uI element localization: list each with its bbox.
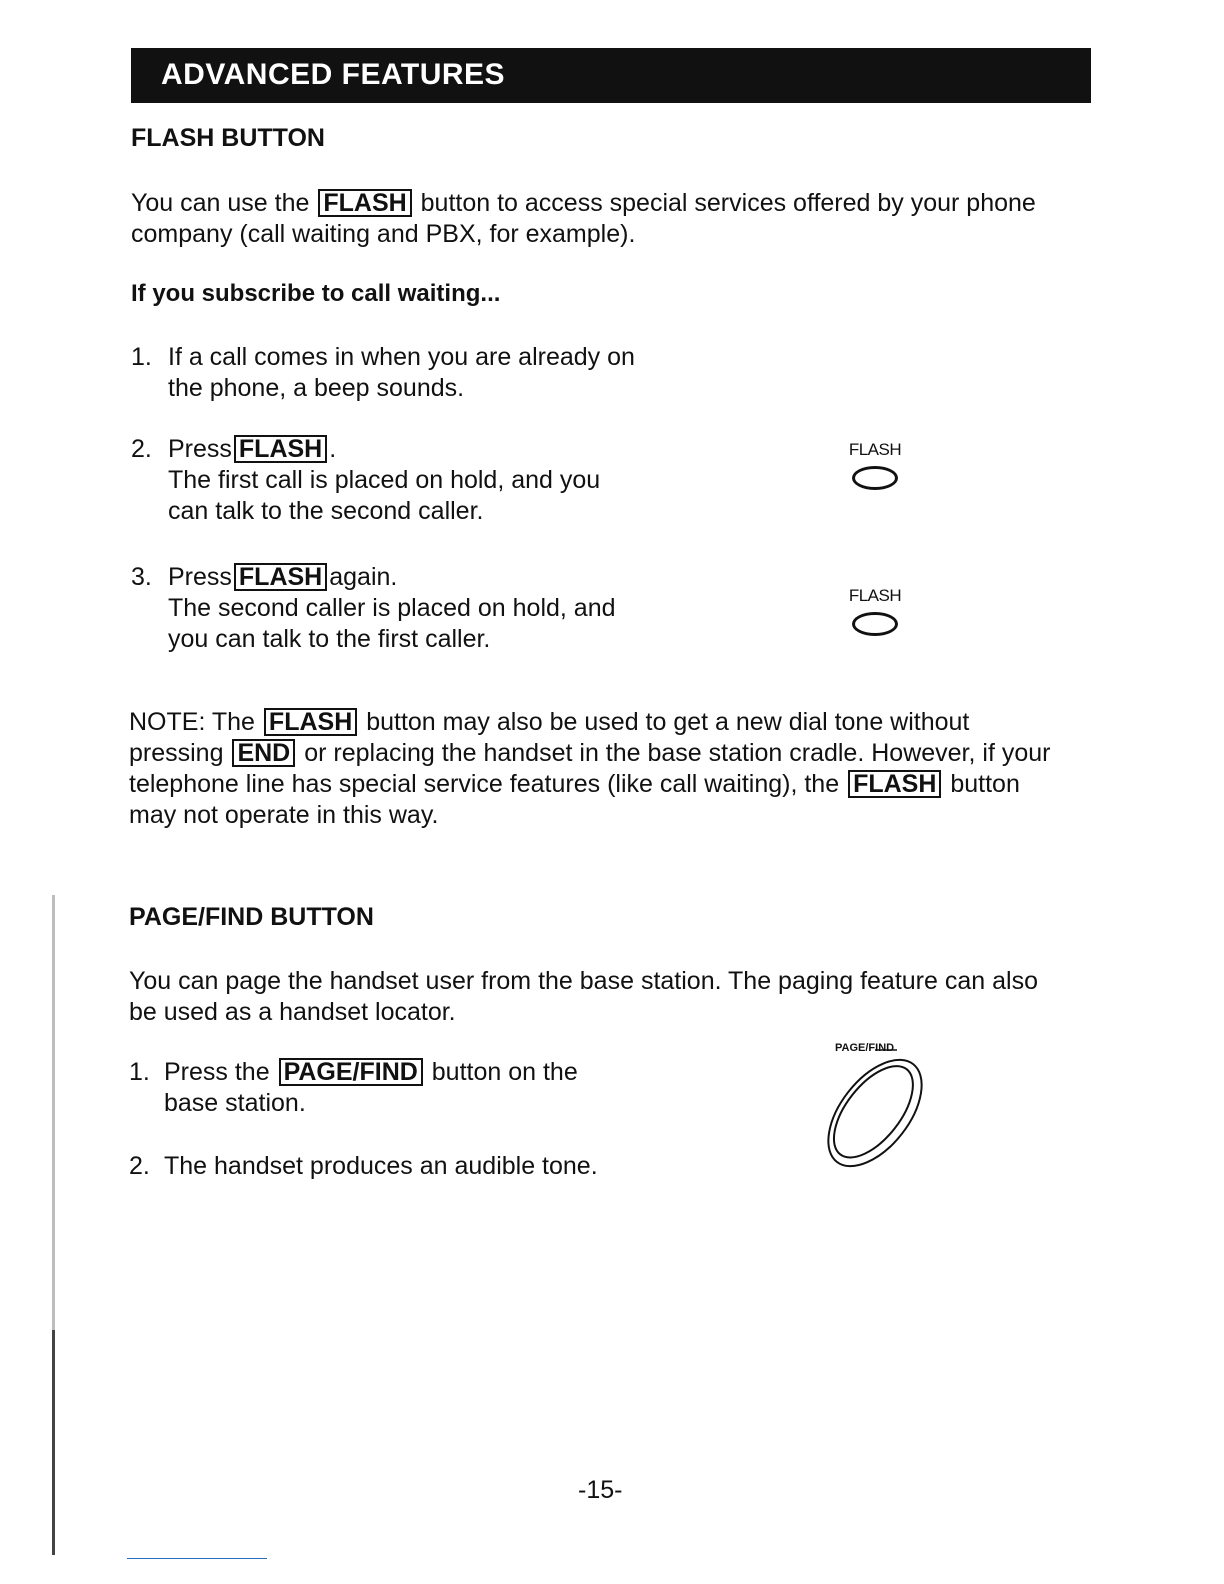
flash-button-figure-2: FLASH [835, 586, 915, 636]
page-find-key: PAGE/FIND [279, 1058, 423, 1086]
flash-key: FLASH [234, 563, 327, 591]
flash-key: FLASH [318, 189, 411, 217]
section-banner [131, 48, 1091, 103]
flash-heading: FLASH BUTTON [131, 124, 325, 152]
flash-key: FLASH [264, 708, 357, 736]
flash-key: FLASH [848, 770, 941, 798]
page-find-figure-label: PAGE/FIND [835, 1042, 895, 1054]
call-waiting-subheading: If you subscribe to call waiting... [131, 280, 501, 307]
flash-key: FLASH [234, 435, 327, 463]
page-find-button-icon [805, 1048, 945, 1178]
page-number: -15- [578, 1476, 623, 1504]
banner-title: ADVANCED FEATURES [161, 58, 506, 91]
page-find-heading: PAGE/FIND BUTTON [129, 903, 374, 931]
flash-intro: You can use the FLASH button to access special services offered by your phone company (call waiting and PBX, for example). [131, 189, 1036, 248]
flash-button-figure: FLASH [835, 440, 915, 490]
scan-edge-mark-dark [52, 1330, 55, 1555]
page-find-intro: You can page the handset user from the base station. The paging feature can also be used as a handset locator. [129, 967, 1038, 1026]
end-key: END [232, 739, 295, 767]
flash-button-icon [852, 612, 898, 636]
manual-page: ADVANCED FEATURES FLASH BUTTON You can use the FLASH button to access special services offered by your phone company (call waiting and PBX, for example). If you subscribe to call waiting... 1. If a call comes in when you are already on the phone, a beep sounds. 2. Press FLASH . The first call is placed on hold, and you can talk to the second caller. FLASH 3. Press FLASH again. The second caller is placed on hold, and you can talk to the first caller. FLASH NOTE: The FLASH button may also be used to get a new dial tone without pressing END or replacing the handset in the base station cradle. However, if your telephone line has special service features (like call waiting), the FLASH button may not operate in this way. PAGE/FIND BUTTON You can page the handset user from the base station. The paging feature can also be used as a handset locator. 1. Press the PAGE/FIND button on the base station. 2. The handset produces an audible tone. PAGE/FIND -15- [0, 0, 1224, 1584]
bottom-rule [127, 1558, 267, 1559]
flash-note: NOTE: The FLASH button may also be used to get a new dial tone without pressing END or replacing the handset in the base station cradle. However, if your telephone line has special service features (like call waiting), the FLASH button may not operate in this way. [129, 708, 1051, 829]
flash-button-icon [852, 466, 898, 490]
